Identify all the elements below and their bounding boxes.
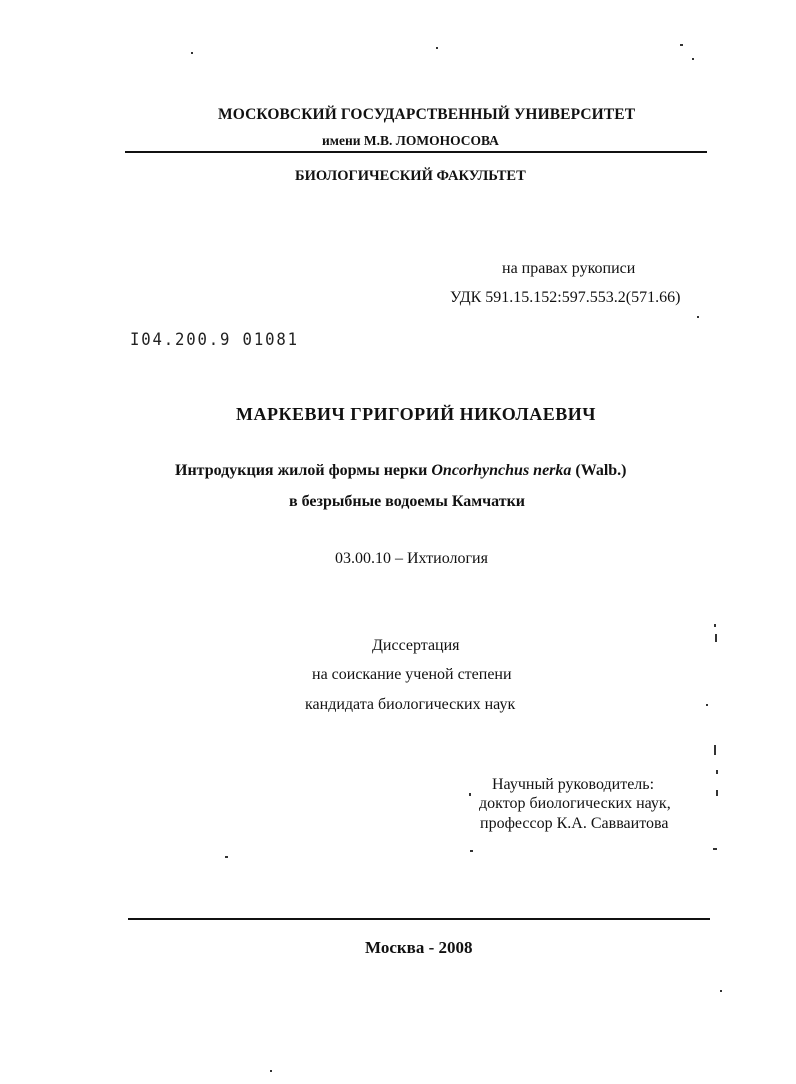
scan-speck (706, 704, 708, 706)
dissertation-label: Диссертация (372, 637, 460, 654)
scan-speck (713, 848, 717, 850)
scan-speck (720, 990, 722, 992)
scan-speck (697, 316, 699, 318)
scan-speck (225, 856, 228, 858)
scan-speck (716, 770, 718, 774)
scan-speck (680, 44, 683, 46)
scan-speck (436, 47, 438, 49)
scan-speck (715, 634, 717, 642)
footer-divider (128, 918, 710, 920)
scan-speck (191, 52, 193, 54)
title-prefix: Интродукция жилой формы нерки (175, 462, 432, 479)
scan-speck (470, 850, 473, 852)
author-name: МАРКЕВИЧ ГРИГОРИЙ НИКОЛАЕВИЧ (235, 404, 597, 424)
scan-speck (714, 745, 716, 755)
header-divider (125, 151, 707, 153)
supervisor-label: Научный руководитель: (492, 776, 655, 793)
scan-speck (692, 58, 694, 60)
specialty-code: 03.00.10 – Ихтиология (335, 550, 488, 567)
scan-speck (270, 1070, 272, 1072)
udk-code: УДК 591.15.152:597.553.2(571.66) (450, 289, 681, 306)
degree-purpose: на соискание ученой степени (312, 666, 512, 683)
faculty-name: БИОЛОГИЧЕСКИЙ ФАКУЛЬТЕТ (295, 168, 526, 184)
title-suffix: (Walb.) (571, 462, 627, 479)
scan-speck (714, 624, 716, 627)
manuscript-rights: на правах рукописи (502, 260, 636, 277)
scan-speck (716, 790, 718, 796)
species-name: Oncorhynchus nerka (431, 462, 572, 479)
supervisor-name: профессор К.А. Савваитова (480, 815, 669, 832)
city-year: Москва - 2008 (365, 938, 473, 957)
scan-speck (469, 793, 471, 796)
university-named-after: имени М.В. ЛОМОНОСОВА (322, 133, 499, 148)
thesis-title-line2: в безрыбные водоемы Камчатки (289, 493, 526, 510)
thesis-title-line1 (175, 462, 627, 480)
degree-name: кандидата биологических наук (305, 696, 516, 713)
university-name: МОСКОВСКИЙ ГОСУДАРСТВЕННЫЙ УНИВЕРСИТЕТ (218, 106, 636, 123)
archive-stamp: I04.200.9 01081 (130, 330, 299, 350)
supervisor-degree: доктор биологических наук, (479, 795, 671, 812)
